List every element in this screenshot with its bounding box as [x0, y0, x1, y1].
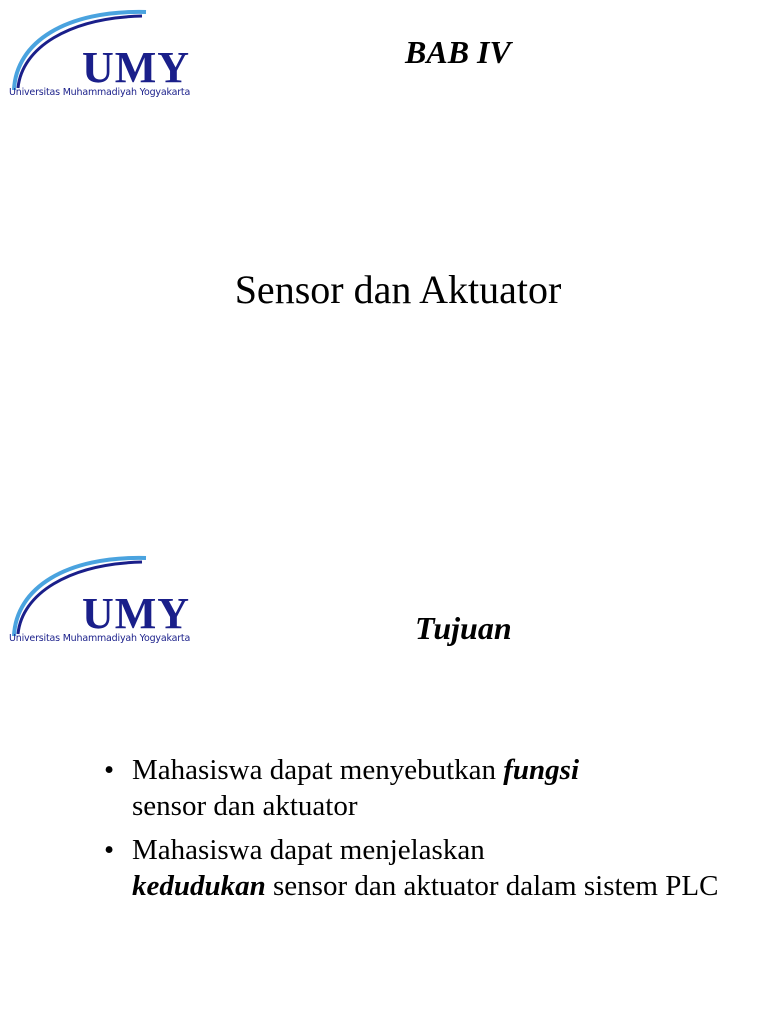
- bullet-text: sensor dan aktuator dalam sistem PLC: [265, 870, 719, 902]
- slide-objectives: [0, 540, 768, 1024]
- bullet-text: Mahasiswa dapat menyebutkan: [132, 754, 504, 786]
- umy-logo: [6, 548, 206, 648]
- logo-name: UMY: [82, 589, 191, 638]
- objectives-list: [104, 752, 724, 912]
- umy-logo: [6, 2, 206, 102]
- logo-subtitle: Universitas Muhammadiyah Yogyakarta: [9, 633, 191, 644]
- section-heading: Tujuan: [415, 610, 512, 646]
- list-item: [104, 832, 724, 904]
- logo-subtitle: Universitas Muhammadiyah Yogyakarta: [9, 87, 191, 98]
- bullet-marker: •: [104, 754, 115, 786]
- chapter-label: BAB IV: [405, 34, 511, 70]
- bullet-marker: •: [104, 834, 115, 866]
- list-item: [104, 752, 724, 824]
- slide-title: Sensor dan Aktuator: [234, 267, 562, 312]
- logo-name: UMY: [82, 43, 191, 92]
- bullet-emphasis: fungsi: [503, 754, 580, 786]
- bullet-text: sensor dan aktuator: [132, 790, 358, 822]
- bullet-text: Mahasiswa dapat menjelaskan: [132, 834, 485, 866]
- bullet-emphasis: kedudukan: [132, 870, 266, 902]
